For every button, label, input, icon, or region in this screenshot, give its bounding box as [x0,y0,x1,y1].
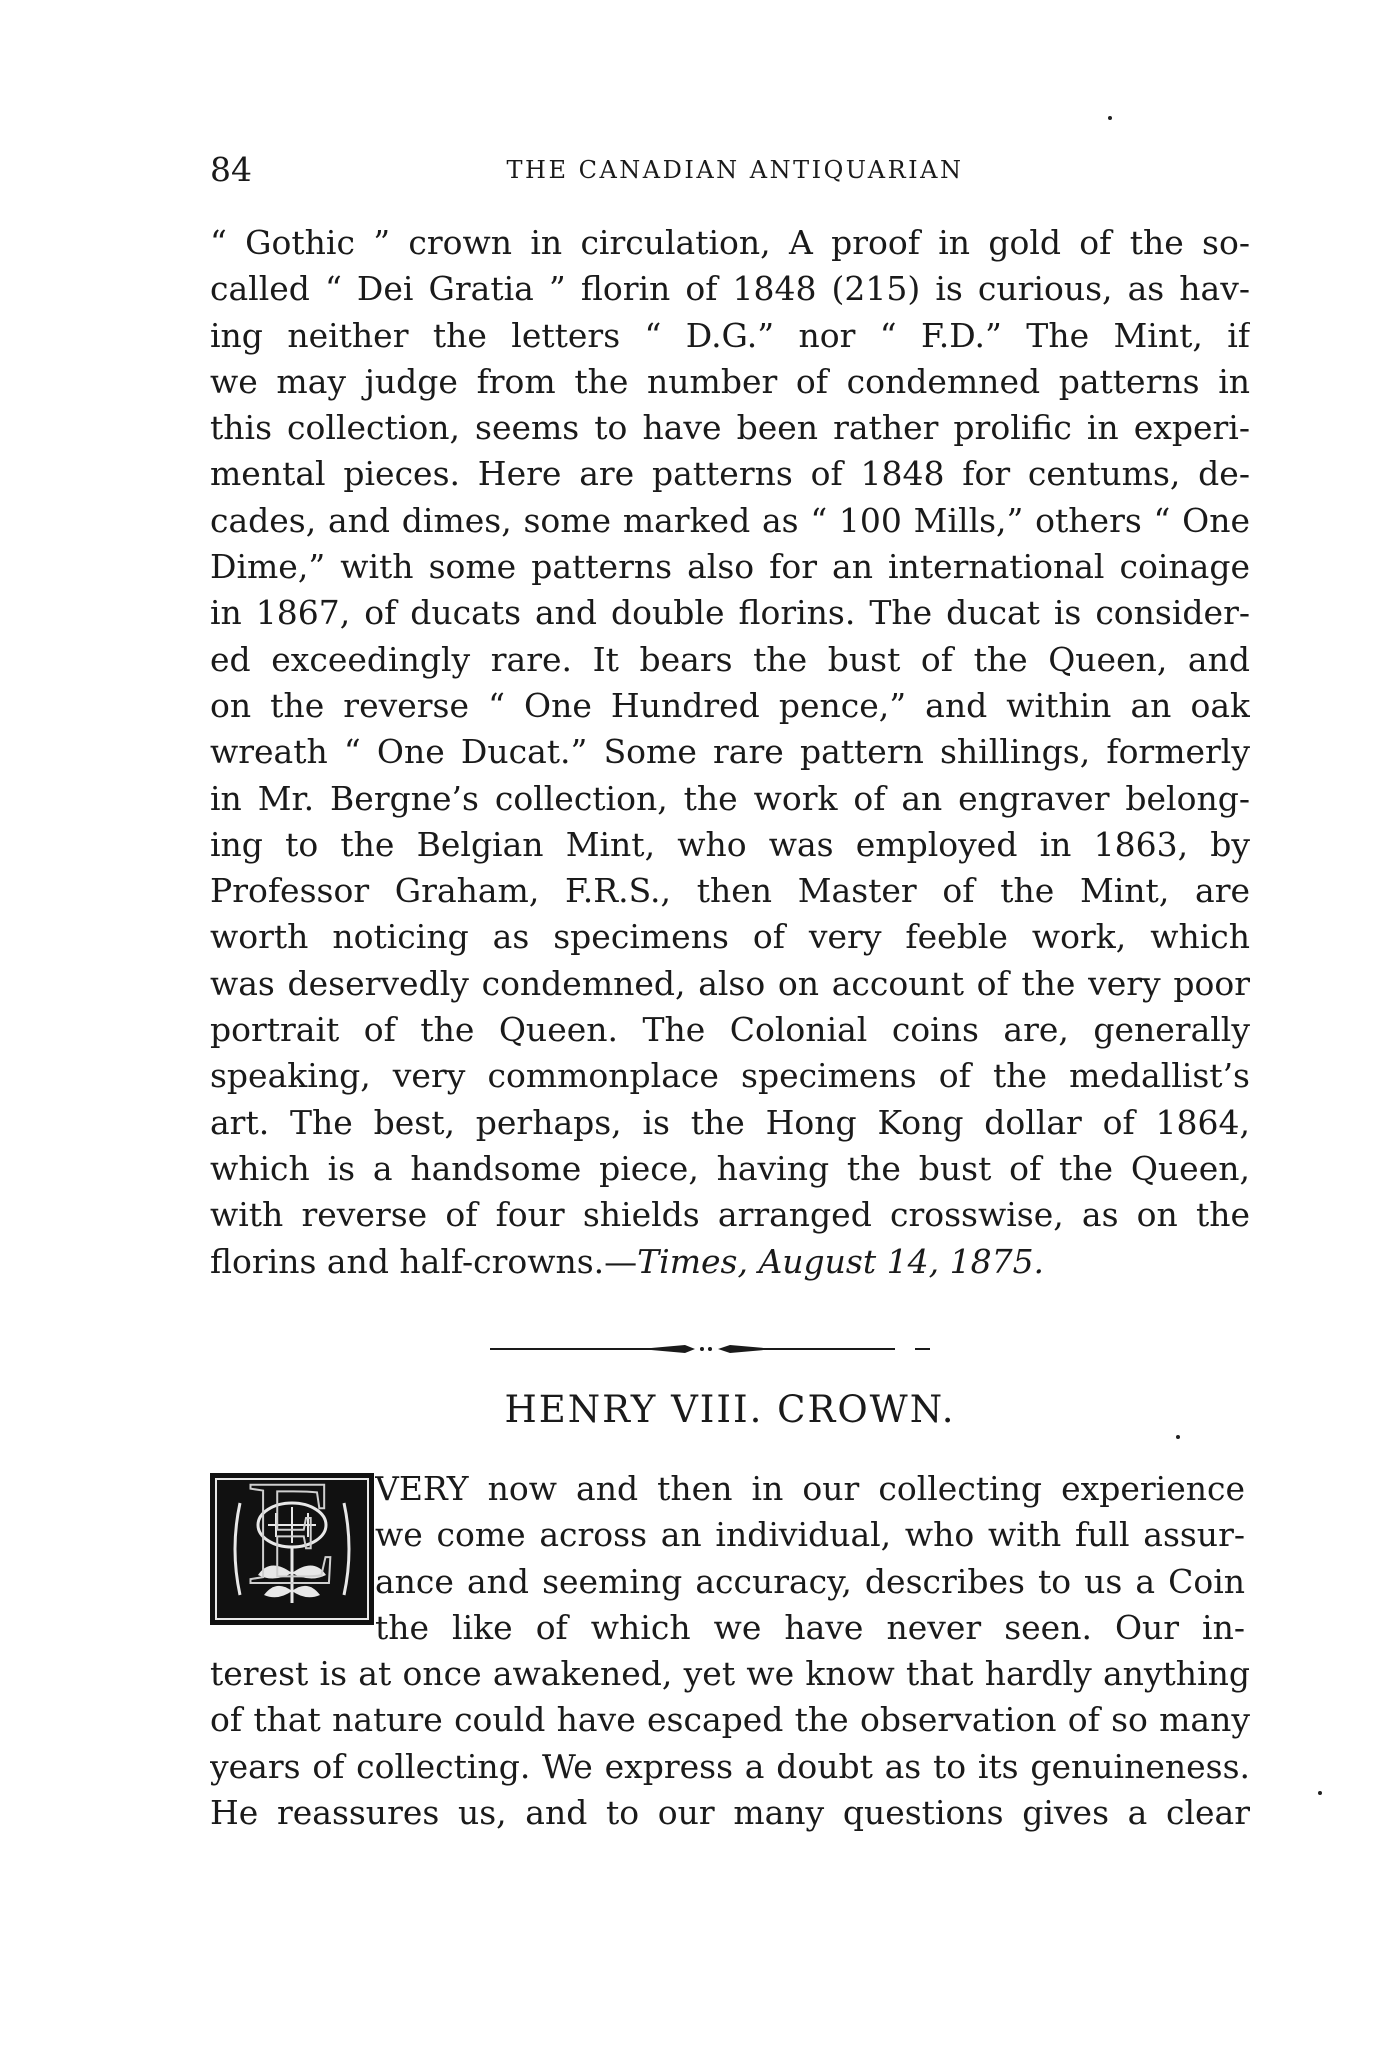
text-line: He reassures us, and to our many questions gives a clear [210,1792,1250,1832]
paragraph-continued [210,1651,1250,1836]
text-line: we come across an individual, who with full assur- [375,1515,1245,1555]
text-line: which is a handsome piece, having the bust of the Queen, [210,1148,1250,1188]
text-line: cades, and dimes, some marked as “ 100 Mills,” others “ One [210,500,1250,540]
section-divider-ornament [490,1343,950,1355]
text-line: ed exceedingly rare. It bears the bust of the Queen, and [210,639,1250,679]
text-line: “ Gothic ” crown in circulation, A proof in gold of the so- [210,223,1250,262]
paragraph-indented [375,1466,1245,1651]
dropcap-letter: E [246,1473,338,1616]
text-line: in 1867, of ducats and double florins. The ducat is consider- [210,593,1250,633]
text-line: portrait of the Queen. The Colonial coins are, generally [210,1010,1250,1050]
text-line: with reverse of four shields arranged crosswise, as on the [210,1195,1250,1235]
text-line: worth noticing as specimens of very feeble work, which [210,917,1250,957]
last-line-text: florins and half-crowns.— [210,1241,638,1281]
page-number: 84 [210,150,252,189]
text-line: called “ Dei Gratia ” florin of 1848 (215) is curious, as hav- [210,269,1250,309]
text-line: this collection, seems to have been rather prolific in experi- [210,408,1250,448]
text-line: in Mr. Bergne’s collection, the work of an engraver belong- [210,778,1250,818]
ornamental-initial-icon [210,1473,374,1625]
text-line: art. The best, perhaps, is the Hong Kong dollar of 1864, [210,1102,1250,1142]
ink-speck [1108,116,1112,120]
text-line-last [210,1239,1250,1285]
text-line: ing to the Belgian Mint, who was employed in 1863, by [210,824,1250,864]
article-body [210,220,1250,1285]
text-line: wreath “ One Ducat.” Some rare pattern shillings, formerly [210,732,1250,772]
running-head: THE CANADIAN ANTIQUARIAN [506,156,964,184]
text-line: VERY now and then in our collecting experience [375,1469,1245,1508]
text-line: ance and seeming accuracy, describes to us a Coin [375,1561,1245,1601]
text-line: of that nature could have escaped the observation of so many [210,1700,1250,1740]
text-line: was deservedly condemned, also on account of the very poor [210,963,1250,1003]
ink-speck [1176,1435,1180,1439]
text-line: Professor Graham, F.R.S., then Master of the Mint, are [210,871,1250,911]
text-line: mental pieces. Here are patterns of 1848 for centums, de- [210,454,1250,494]
text-line: speaking, very commonplace specimens of the medallist’s [210,1056,1250,1096]
text-line: on the reverse “ One Hundred pence,” and within an oak [210,685,1250,725]
text-line: we may judge from the number of condemned patterns in [210,361,1250,401]
text-line: ing neither the letters “ D.G.” nor “ F.D.” The Mint, if [210,315,1250,355]
text-line: terest is at once awakened, yet we know that hardly anything [210,1654,1250,1693]
text-line: the like of which we have never seen. Our in- [375,1607,1245,1647]
page-header [210,150,1260,190]
text-line: Dime,” with some patterns also for an international coinage [210,547,1250,587]
ink-speck [1318,1791,1322,1795]
text-line: years of collecting. We express a doubt as to its genuineness. [210,1746,1250,1786]
section-title: HENRY VIII. CROWN. [504,1388,956,1431]
citation: Times, August 14, 1875. [637,1241,1045,1281]
